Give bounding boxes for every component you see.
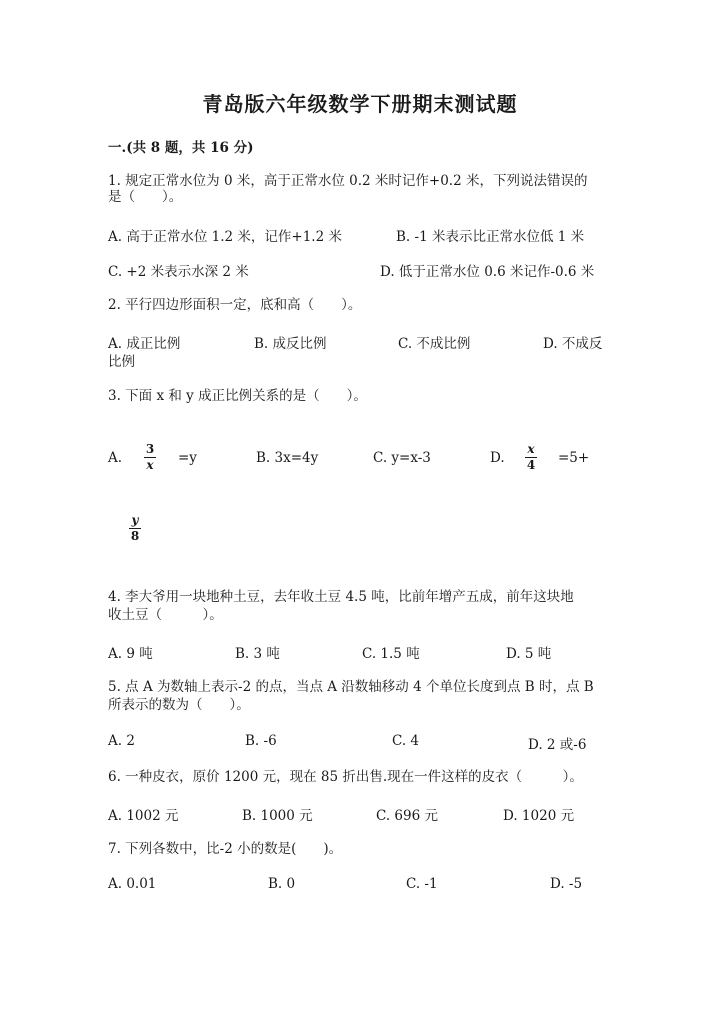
question-4-option-c: C. 1.5 吨 xyxy=(362,646,420,662)
question-5-option-d: D. 2 或-6 xyxy=(528,737,587,753)
fraction-denominator: 8 xyxy=(130,529,140,543)
question-7-option-a: A. 0.01 xyxy=(108,876,157,892)
page-title: 青岛版六年级数学下册期末测试题 xyxy=(202,92,518,116)
question-4-option-b: B. 3 吨 xyxy=(235,646,280,662)
question-1-text-cont: 是（ ）。 xyxy=(108,189,183,205)
question-3-option-b: B. 3x=4y xyxy=(256,450,319,466)
question-3-option-a-label: A. xyxy=(108,450,123,466)
question-3-option-d-fraction-2 xyxy=(129,514,141,543)
section-heading: 一.(共 8 题，共 16 分) xyxy=(108,140,254,156)
question-5-option-b: B. -6 xyxy=(245,733,277,749)
question-6-text: 6. 一种皮衣，原价 1200 元，现在 85 折出售.现在一件这样的皮衣（ ）。 xyxy=(108,769,583,785)
question-6-option-a: A. 1002 元 xyxy=(108,808,179,824)
question-3-option-d-fraction xyxy=(525,443,537,472)
question-5-text: 5. 点 A 为数轴上表示-2 的点，当点 A 沿数轴移动 4 个单位长度到点 B 时，点 B xyxy=(108,679,594,695)
question-5-option-c: C. 4 xyxy=(392,733,420,749)
question-2-option-d: D. 不成反 xyxy=(543,336,603,352)
question-3-option-d-label: D. xyxy=(490,450,505,466)
question-2-option-a: A. 成正比例 xyxy=(108,336,181,352)
question-4-option-d: D. 5 吨 xyxy=(506,646,552,662)
question-3-text: 3. 下面 x 和 y 成正比例关系的是（ ）。 xyxy=(108,388,367,404)
question-2-option-c: C. 不成比例 xyxy=(398,336,471,352)
question-6-option-d: D. 1020 元 xyxy=(503,808,575,824)
fraction-numerator: y xyxy=(131,513,139,527)
question-1-text: 1. 规定正常水位为 0 米，高于正常水位 0.2 米时记作+0.2 米，下列说法错误的 xyxy=(108,173,588,189)
fraction-numerator: 3 xyxy=(145,442,155,456)
question-3-option-a-tail: =y xyxy=(178,450,197,466)
question-2-option-d-cont: 比例 xyxy=(108,354,135,370)
question-3-option-a-fraction xyxy=(144,443,156,472)
question-7-option-c: C. -1 xyxy=(406,876,438,892)
fraction-denominator: x xyxy=(146,458,154,472)
question-1-option-c: C. +2 米表示水深 2 米 xyxy=(108,264,249,280)
question-3-option-c: C. y=x-3 xyxy=(373,450,431,466)
question-4-text: 4. 李大爷用一块地种土豆，去年收土豆 4.5 吨，比前年增产五成，前年这块地 xyxy=(108,589,574,605)
question-5-text-cont: 所表示的数为（ ）。 xyxy=(108,697,250,713)
question-2-option-b: B. 成反比例 xyxy=(254,336,327,352)
question-1-option-d: D. 低于正常水位 0.6 米记作-0.6 米 xyxy=(380,264,595,280)
question-7-option-d: D. -5 xyxy=(550,876,583,892)
question-4-text-cont: 收土豆（ ）。 xyxy=(108,607,223,623)
question-4-option-a: A. 9 吨 xyxy=(108,646,153,662)
question-2-text: 2. 平行四边形面积一定，底和高（ ）。 xyxy=(108,297,362,313)
question-7-text: 7. 下列各数中，比-2 小的数是( )。 xyxy=(108,841,343,857)
question-1-option-b: B. -1 米表示比正常水位低 1 米 xyxy=(396,229,585,245)
fraction-denominator: 4 xyxy=(526,458,536,472)
fraction-numerator: x xyxy=(527,442,535,456)
question-6-option-c: C. 696 元 xyxy=(376,808,438,824)
question-1-option-a: A. 高于正常水位 1.2 米，记作+1.2 米 xyxy=(108,229,342,245)
question-3-option-d-tail: =5+ xyxy=(558,450,590,466)
question-5-option-a: A. 2 xyxy=(108,733,135,749)
question-6-option-b: B. 1000 元 xyxy=(242,808,313,824)
question-7-option-b: B. 0 xyxy=(268,876,296,892)
